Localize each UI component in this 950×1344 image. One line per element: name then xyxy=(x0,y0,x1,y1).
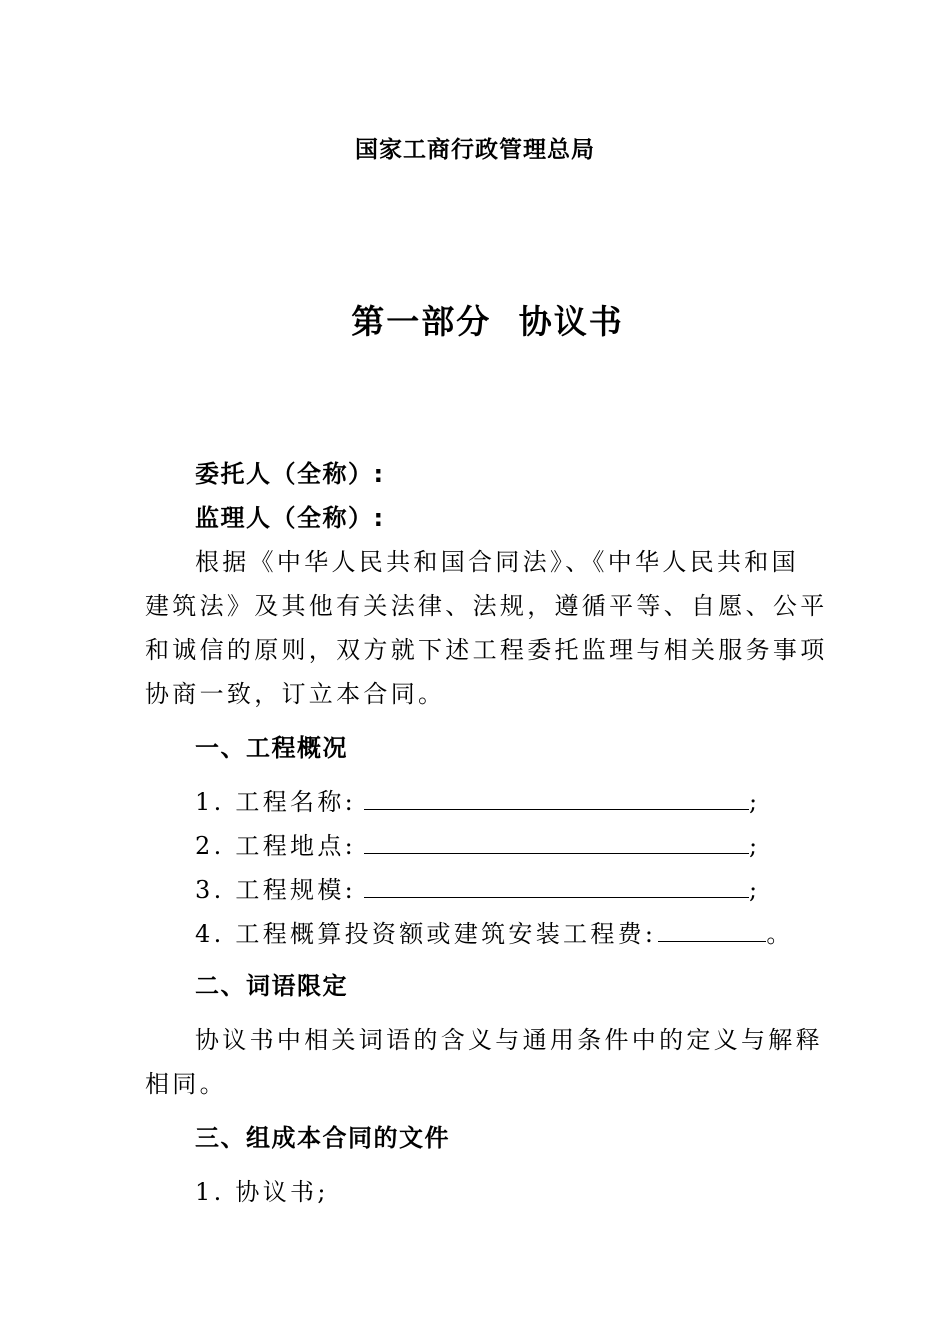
client-label: 委托人（全称）: xyxy=(195,460,385,488)
project-name-row xyxy=(195,786,757,818)
preamble-line-1: 根据《中华人民共和国合同法》、《中华人民共和国 xyxy=(195,548,799,576)
section-2-line-1: 协议书中相关词语的含义与通用条件中的定义与解释 xyxy=(195,1026,823,1054)
preamble-line-2: 建筑法》及其他有关法律、法规，遵循平等、自愿、公平 xyxy=(145,592,828,620)
project-scale-row xyxy=(195,874,757,906)
project-scale-label: 3. 工程规模: xyxy=(195,876,357,904)
preamble-line-4: 协商一致，订立本合同。 xyxy=(145,680,446,708)
project-location-end: ; xyxy=(749,832,758,860)
project-investment-row xyxy=(195,918,790,950)
section-3-item-1: 1. 协议书; xyxy=(195,1178,329,1206)
project-name-end: ; xyxy=(749,788,758,816)
project-location-row xyxy=(195,830,757,862)
supervisor-label: 监理人（全称）: xyxy=(195,504,385,532)
project-investment-end: 。 xyxy=(766,920,791,948)
project-scale-end: ; xyxy=(749,876,758,904)
section-2-line-2: 相同。 xyxy=(145,1070,227,1098)
issuing-organization: 国家工商行政管理总局 xyxy=(355,137,595,163)
project-investment-label: 4. 工程概算投资额或建筑安装工程费: xyxy=(195,920,657,948)
section-3-heading: 三、组成本合同的文件 xyxy=(195,1124,450,1152)
part-title: 第一部分 协议书 xyxy=(351,302,624,341)
project-name-blank[interactable] xyxy=(364,787,749,810)
project-location-blank[interactable] xyxy=(364,831,749,854)
section-1-heading: 一、工程概况 xyxy=(195,734,348,762)
section-2-heading: 二、词语限定 xyxy=(195,972,348,1000)
preamble-line-3: 和诚信的原则，双方就下述工程委托监理与相关服务事项 xyxy=(145,636,828,664)
project-scale-blank[interactable] xyxy=(364,875,749,898)
project-investment-blank[interactable] xyxy=(658,919,766,942)
project-name-label: 1. 工程名称: xyxy=(195,788,357,816)
project-location-label: 2. 工程地点: xyxy=(195,832,357,860)
